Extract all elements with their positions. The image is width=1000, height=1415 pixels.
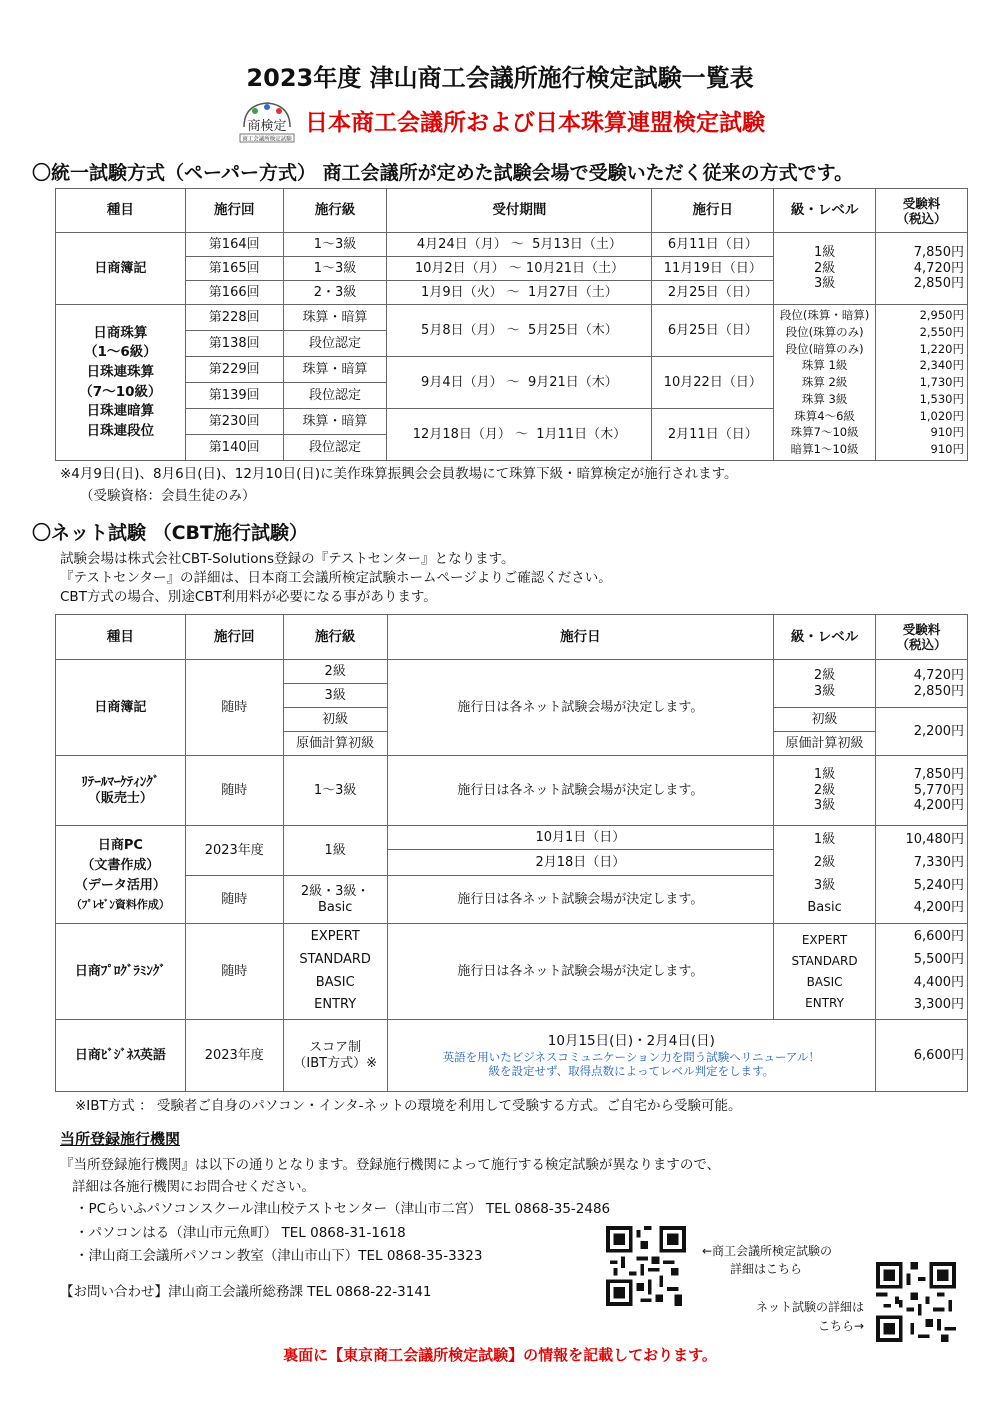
col-header-level: 級・レベル (774, 189, 876, 233)
subject-name: （データ活用） (74, 878, 166, 894)
col-header-grade: 施行級 (283, 615, 387, 660)
level-item: 段位(暗算のみ) (785, 341, 864, 356)
list-item: ・津山商工会議所パソコン教室（津山市山下）TEL 0868-35-3323 (75, 1248, 483, 1265)
qr-caption-line: 詳細はこちら (730, 1262, 803, 1276)
fee-item: 6,600円 (913, 929, 964, 944)
grade-cell: 段位認定 (283, 383, 387, 409)
subject-name: （1～6級） (84, 344, 157, 361)
period-cell: 4月24日（月） ～ 5月13日（土） (387, 233, 652, 257)
soroban-fee-cell (876, 305, 968, 461)
level-item: 2級 (813, 782, 836, 798)
period-cell: 10月2日（月） ～ 10月21日（土） (387, 257, 652, 281)
round-cell: 第229回 (185, 357, 283, 383)
round-cell: 随時 (185, 660, 283, 756)
subject-name: 日商簿記 (56, 660, 186, 756)
grade-cell: 2級 (283, 660, 387, 684)
round-cell: 第230回 (185, 409, 283, 435)
grade-cell: 3級 (283, 684, 387, 708)
subject-name: （7～10級） (79, 383, 162, 400)
date-cell: 2月18日（日） (387, 850, 773, 876)
subject-name: 日商珠算 (93, 324, 148, 341)
grade-cell: 原価計算初級 (283, 732, 387, 756)
fee-item: 1,730円 (919, 375, 964, 390)
date-cell: 11月19日（日） (652, 257, 774, 281)
level-item: 2級 (813, 667, 836, 683)
fee-cell (876, 924, 968, 1020)
soroban-level-cell (774, 305, 876, 461)
level-item: BASIC (806, 974, 843, 989)
grade-item: BASIC (315, 974, 355, 990)
table-row (56, 924, 968, 1020)
fee-item: 7,850円 (913, 245, 964, 261)
level-cell (774, 756, 876, 826)
list-item: ・PCらいふパソコンスクール津山校テストセンター（津山市二宮） TEL 0868-35-2486 (75, 1201, 611, 1217)
qr-code-chamber-exam[interactable] (606, 1226, 686, 1306)
col-header-level: 級・レベル (774, 615, 876, 660)
fee-item: 1,220円 (919, 341, 964, 356)
fee-item: 2,950円 (919, 308, 964, 323)
fee-item: 7,850円 (913, 767, 964, 783)
level-cell: 初級 (774, 708, 876, 732)
period-cell: 12月18日（月） ～ 1月11日（木） (387, 409, 652, 461)
net-exam-table (55, 614, 968, 1092)
round-cell: 第166回 (185, 281, 283, 305)
fee-item: 2,340円 (919, 358, 964, 373)
registered-text-line: 詳細は各施行機関にお問合せください。 (72, 1179, 315, 1196)
col-header-date: 施行日 (652, 189, 774, 233)
grade-cell: 1級 (283, 826, 387, 876)
subject-name: 日珠連段位 (86, 422, 155, 439)
date-cell: 6月11日（日） (652, 233, 774, 257)
fee-item: 1,530円 (919, 391, 964, 406)
fee-item: 4,200円 (913, 900, 964, 916)
qr-caption-net (744, 1298, 864, 1336)
grade-cell: 珠算・暗算 (283, 357, 387, 383)
qr-code-net-exam[interactable] (876, 1262, 956, 1342)
grade-item: 2級・3級・ (300, 883, 370, 899)
level-item: STANDARD (791, 953, 858, 968)
col-header-fee: 受験料 （税込） (876, 615, 968, 660)
registered-text (60, 1154, 720, 1199)
grade-cell: 1～3級 (283, 756, 387, 826)
subject-name: 日商PC (97, 837, 143, 853)
level-cell (774, 233, 876, 305)
date-cell: 10月22日（日） (652, 357, 774, 409)
level-item: 珠算 2級 (801, 375, 848, 390)
ibt-note: ※IBT方式 ： 受験者ご自身のパソコン・インタ-ネットの環境を利用して受験する方式。ご自宅から受験可能。 (75, 1098, 742, 1114)
subject-name: （ﾌﾟﾚｾﾞﾝ資料作成） (70, 898, 170, 912)
pc-subject-names (56, 826, 186, 924)
english-level-note: 級を設定せず、取得点数によってレベル判定をします。 (488, 1063, 775, 1078)
level-cell (774, 826, 876, 924)
level-item: 暗算1～10級 (790, 441, 859, 456)
level-item: 2級 (813, 854, 836, 870)
grade-cell: 珠算・暗算 (283, 305, 387, 331)
fee-cell (876, 826, 968, 924)
col-header-subject: 種目 (56, 615, 186, 660)
table-row (56, 233, 968, 257)
round-cell: 第228回 (185, 305, 283, 331)
level-item: 段位(珠算のみ) (785, 325, 864, 340)
col-header-round: 施行回 (185, 189, 283, 233)
level-item: 珠算 3級 (801, 391, 848, 406)
date-cell: 2月25日（日） (652, 281, 774, 305)
paper-exam-table (55, 188, 968, 461)
level-item: 珠算 1級 (801, 358, 848, 373)
subject-name: 日商ﾌﾟﾛｸﾞﾗﾐﾝｸﾞ (56, 924, 186, 1020)
round-cell: 随時 (185, 876, 283, 924)
net-section-heading: 〇ネット試験 （CBT施行試験） (32, 522, 309, 544)
fee-item: 7,330円 (913, 854, 964, 870)
subject-name: ﾘﾃｰﾙﾏｰｹﾃｨﾝｸﾞ (81, 774, 160, 790)
col-header-round: 施行回 (185, 615, 283, 660)
fee-item: 910円 (930, 425, 964, 440)
subject-name: （販売士） (87, 790, 153, 806)
table-row (56, 1020, 968, 1092)
chamber-logo (238, 97, 296, 143)
paper-section-heading: 〇統一試験方式（ペーパー方式） 商工会議所が定めた試験会場で受験いただく従来の方式です。 (32, 162, 854, 184)
fee-item: 10,480円 (905, 832, 964, 847)
grade-cell: 初級 (283, 708, 387, 732)
level-cell (774, 924, 876, 1020)
subject-name: 日商簿記 (56, 233, 186, 305)
subject-name: 日珠連暗算 (86, 403, 155, 420)
round-cell: 第139回 (185, 383, 283, 409)
grade-item: STANDARD (299, 951, 371, 967)
registered-text-line: 『当所登録施行機関』は以下の通りとなります。登録施行機関によって施行する検定試験が異なりますので、 (60, 1157, 721, 1173)
grade-item: （IBT方式）※ (293, 1055, 377, 1071)
qr-caption-line: ネット試験の詳細は (755, 1300, 864, 1314)
date-cell: 2月11日（日） (652, 409, 774, 461)
fee-item: 3,300円 (913, 997, 964, 1013)
level-item: 珠算7～10級 (790, 425, 859, 440)
fee-item: 4,720円 (913, 667, 964, 683)
fee-item: 2,550円 (919, 325, 964, 340)
list-item: ・パソコンはる（津山市元魚町） TEL 0868-31-1618 (75, 1224, 406, 1241)
grade-item: EXPERT (310, 929, 360, 944)
grade-item: スコア制 (309, 1039, 362, 1055)
fee-item: 5,240円 (913, 877, 964, 893)
col-header-period: 受付期間 (387, 189, 652, 233)
table-row (56, 756, 968, 826)
level-item: 2級 (813, 260, 836, 276)
col-header-grade: 施行級 (283, 189, 387, 233)
table-row (56, 305, 968, 331)
english-renewal-note: 英語を用いたビジネスコミュニケーション力を問う試験へリニューアル！ (442, 1049, 820, 1064)
level-item: ENTRY (805, 995, 844, 1010)
period-cell: 9月4日（月） ～ 9月21日（木） (387, 357, 652, 409)
level-item: Basic (807, 900, 842, 916)
date-cell: 施行日は各ネット試験会場が決定します。 (387, 660, 773, 756)
net-intro (60, 550, 612, 607)
date-cell: 施行日は各ネット試験会場が決定します。 (387, 924, 773, 1020)
grade-cell (283, 924, 387, 1020)
level-item: 3級 (813, 276, 836, 292)
level-item: 1級 (813, 245, 836, 261)
fee-cell: 2,200円 (876, 708, 968, 756)
level-item: 3級 (813, 683, 836, 699)
fee-item: 5,500円 (913, 951, 964, 967)
page-title: 2023年度 津山商工会議所施行検定試験一覧表 (246, 64, 754, 92)
grade-cell: 1～3級 (283, 257, 387, 281)
date-cell: 施行日は各ネット試験会場が決定します。 (387, 756, 773, 826)
net-intro-line: CBT方式の場合、別途CBT利用料が必要になる事があります。 (60, 588, 437, 605)
grade-cell: 2・3級 (283, 281, 387, 305)
grade-cell: 珠算・暗算 (283, 409, 387, 435)
fee-item: 5,770円 (913, 782, 964, 798)
round-cell: 第140回 (185, 435, 283, 461)
soroban-subject-names (56, 305, 186, 461)
level-item: 1級 (813, 767, 836, 783)
level-item: 1級 (813, 832, 836, 847)
subject-name: 日商ﾋﾞｼﾞﾈｽ英語 (56, 1020, 186, 1092)
grade-item: Basic (317, 899, 353, 915)
level-item: 段位(珠算・暗算) (779, 308, 870, 323)
round-cell: 第138回 (185, 331, 283, 357)
contact-info: 【お問い合わせ】津山商工会議所総務課 TEL 0868-22-3141 (60, 1284, 432, 1300)
grade-cell (283, 876, 387, 924)
grade-cell: 段位認定 (283, 331, 387, 357)
level-cell: 原価計算初級 (774, 732, 876, 756)
fee-item: 4,200円 (913, 798, 964, 814)
soroban-note-eligibility: （受験資格：会員生徒のみ） (80, 488, 256, 504)
col-header-fee: 受験料 （税込） (876, 189, 968, 233)
fee-cell (876, 756, 968, 826)
subject-name: 日珠連珠算 (86, 363, 155, 380)
soroban-note: ※4月9日(日)、8月6日(日)、12月10日(日)に美作珠算振興会会員教場にて珠算下級・暗算検定が施行されます。 (60, 466, 738, 482)
svg-text:商検定: 商検定 (247, 119, 287, 134)
english-date-cell (387, 1020, 875, 1092)
round-cell: 随時 (185, 756, 283, 826)
subject-name-cell (56, 756, 186, 826)
registered-list (75, 1198, 610, 1269)
fee-cell (876, 660, 968, 708)
grade-item: ENTRY (314, 997, 357, 1013)
fee-cell (876, 233, 968, 305)
round-cell: 第165回 (185, 257, 283, 281)
table-row (56, 826, 968, 850)
fee-item: 4,400円 (913, 974, 964, 990)
round-cell: 第164回 (185, 233, 283, 257)
fee-item: 2,850円 (913, 276, 964, 292)
grade-cell: 段位認定 (283, 435, 387, 461)
fee-item: 1,020円 (919, 408, 964, 423)
date-cell: 10月1日（日） (387, 826, 773, 850)
level-cell (774, 660, 876, 708)
qr-caption-chamber (702, 1242, 832, 1278)
page-subtitle: 日本商工会議所および日本珠算連盟検定試験 (305, 110, 765, 136)
net-intro-line: 試験会場は株式会社CBT-Solutions登録の『テストセンター』となります。 (60, 551, 515, 567)
period-cell: 5月8日（月） ～ 5月25日（木） (387, 305, 652, 357)
fee-item: 910円 (930, 441, 964, 456)
fee-item: 2,850円 (913, 683, 964, 699)
registered-heading: 当所登録施行機関 (60, 1130, 181, 1148)
level-item: 3級 (813, 798, 836, 814)
fee-cell: 6,600円 (876, 1020, 968, 1092)
qr-caption-line: ←商工会議所検定試験の (702, 1244, 833, 1258)
round-cell: 2023年度 (185, 826, 283, 876)
level-item: EXPERT (801, 932, 848, 947)
grade-cell: 1～3級 (283, 233, 387, 257)
qr-caption-line: こちら→ (817, 1319, 864, 1334)
level-item: 3級 (813, 877, 836, 893)
table-row (56, 660, 968, 684)
net-intro-line: 『テストセンター』の詳細は、日本商工会議所検定試験ホームページよりご確認ください。 (60, 569, 612, 586)
level-item: 珠算4～6級 (794, 408, 855, 423)
fee-item: 4,720円 (913, 260, 964, 276)
grade-cell (283, 1020, 387, 1092)
col-header-date: 施行日 (387, 615, 773, 660)
subject-name: （文書作成） (81, 857, 160, 873)
col-header-subject: 種目 (56, 189, 186, 233)
period-cell: 1月9日（火） ～ 1月27日（土） (387, 281, 652, 305)
date-cell: 施行日は各ネット試験会場が決定します。 (387, 876, 773, 924)
svg-text:商工会議所検定試験: 商工会議所検定試験 (242, 136, 292, 143)
round-cell: 2023年度 (185, 1020, 283, 1092)
english-dates: 10月15日(日)・2月4日(日) (547, 1032, 715, 1049)
back-side-note: 裏面に【東京商工会議所検定試験】の情報を記載しております。 (283, 1346, 717, 1364)
date-cell: 6月25日（日） (652, 305, 774, 357)
round-cell: 随時 (185, 924, 283, 1020)
